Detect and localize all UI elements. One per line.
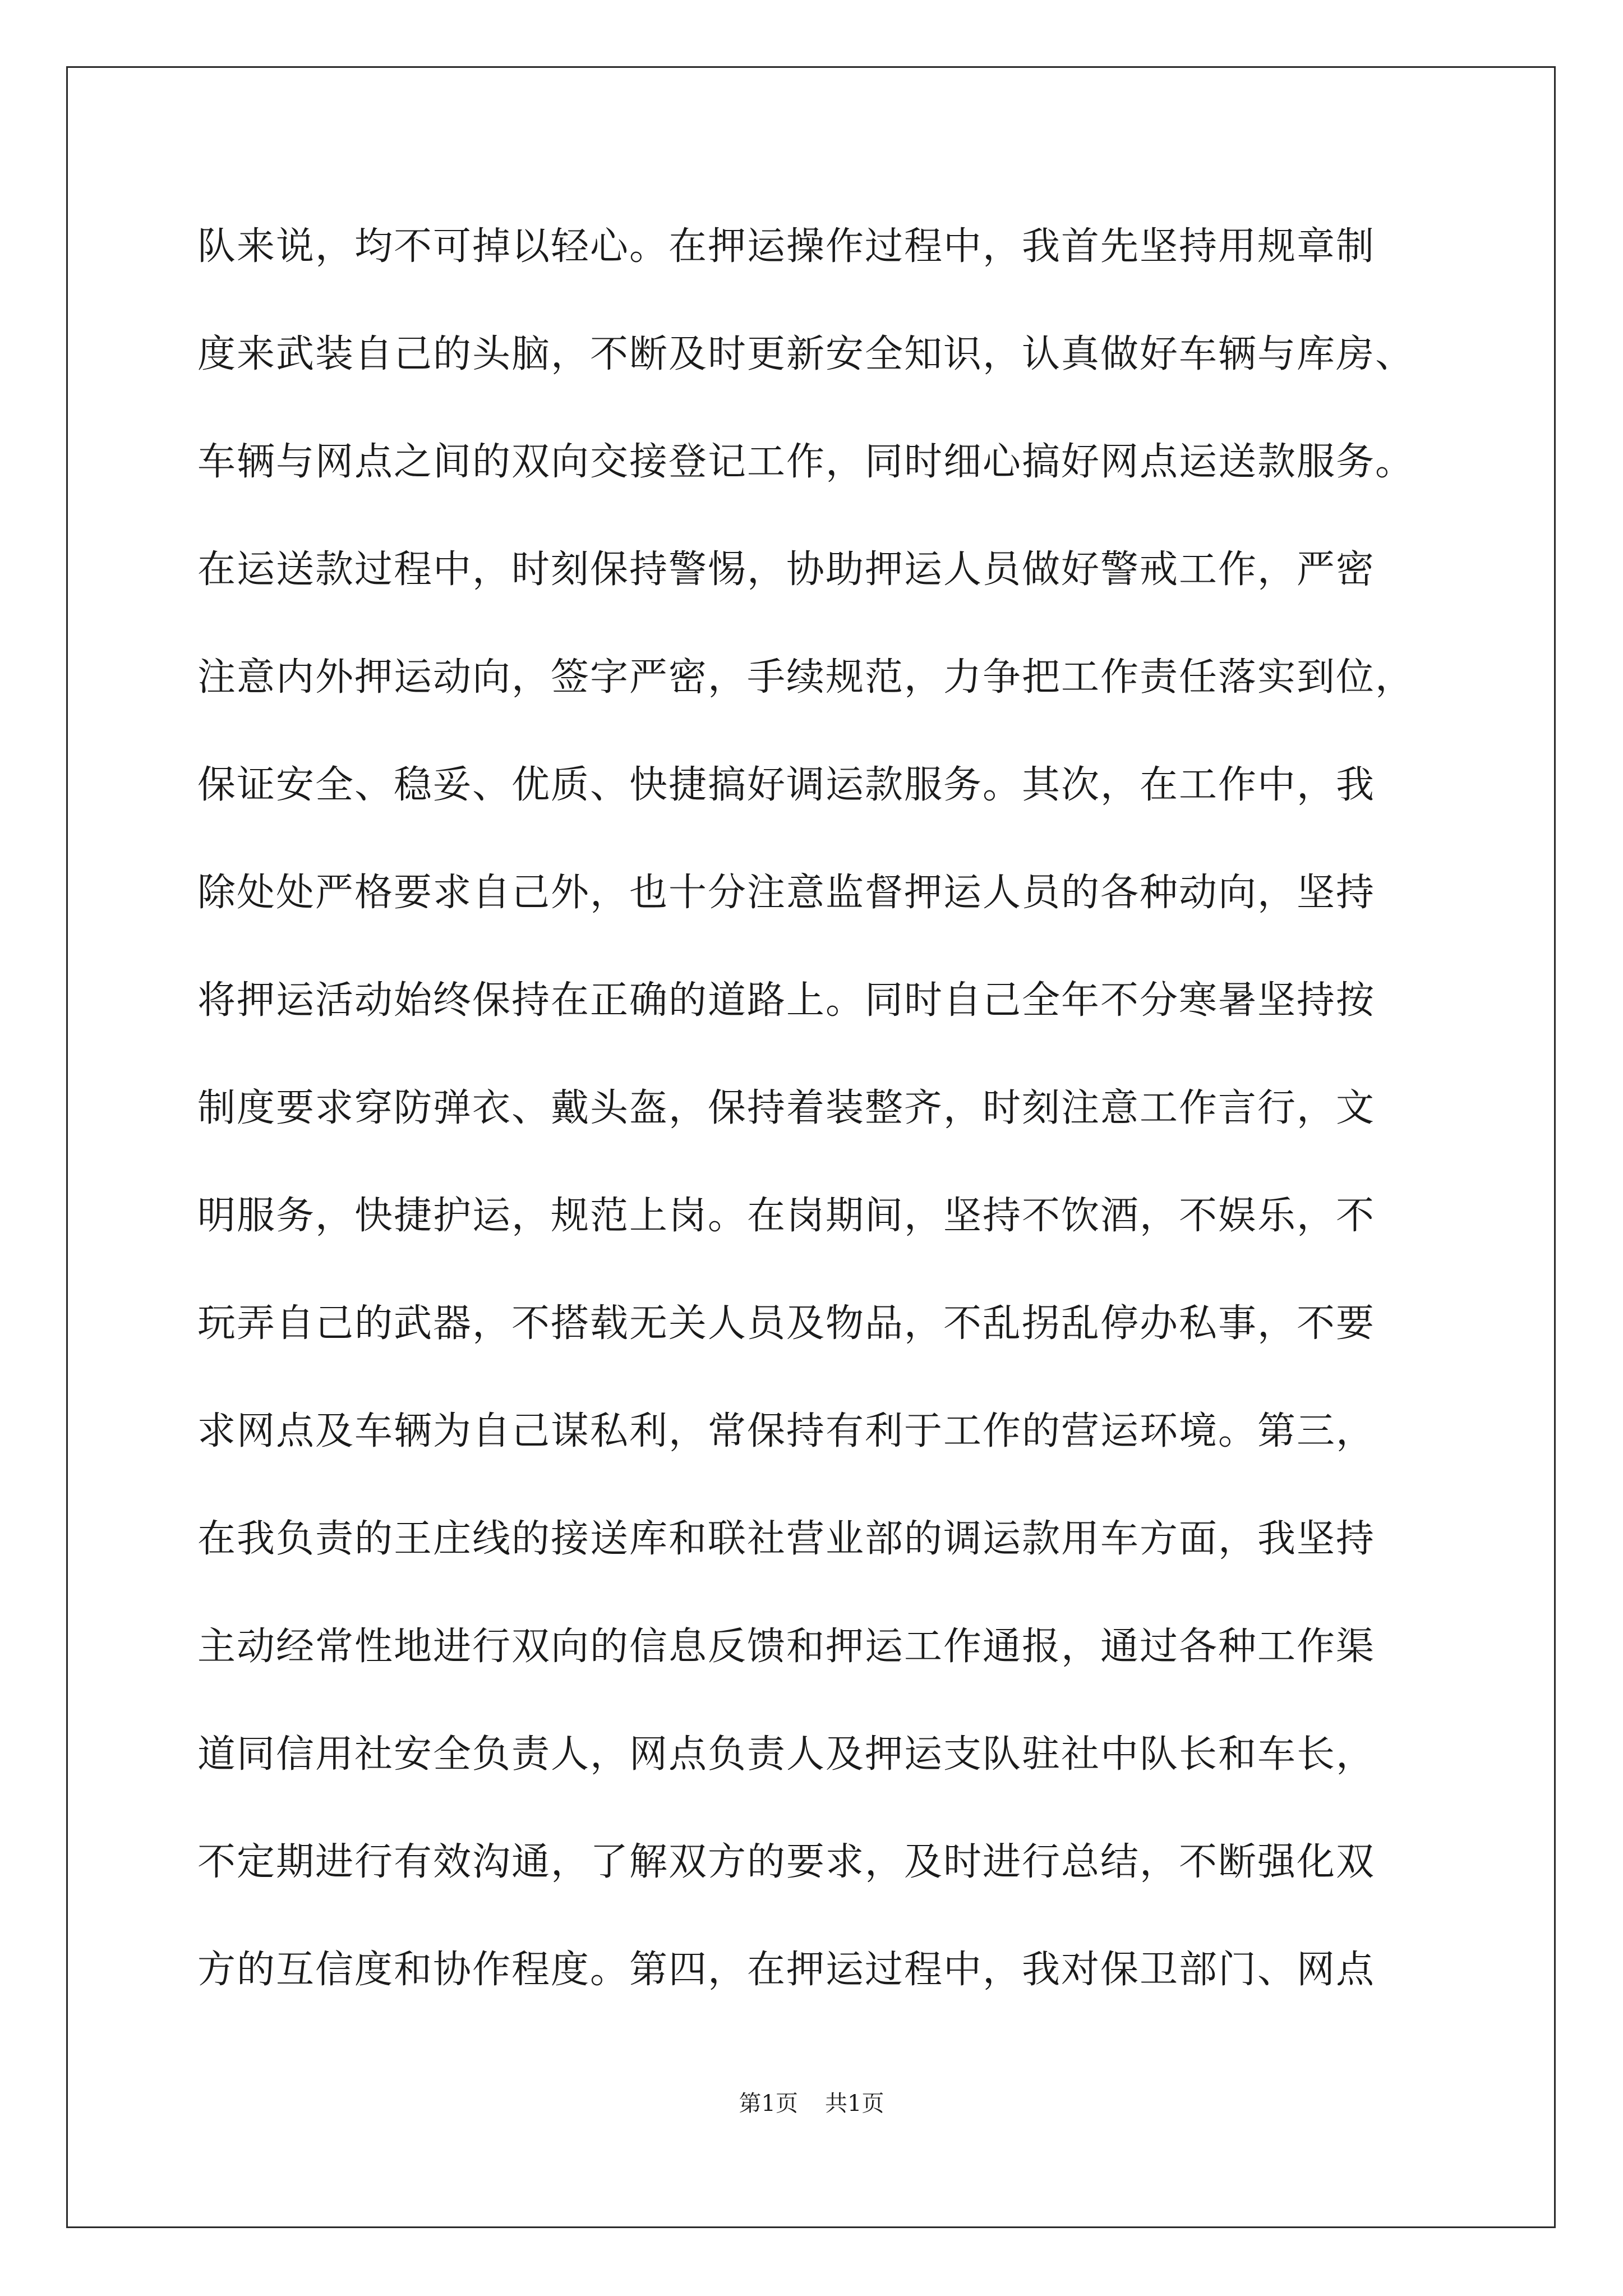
body-line: 制度要求穿防弹衣、戴头盔，保持着装整齐，时刻注意工作言行，文: [197, 1086, 1376, 1130]
body-line: 主动经常性地进行双向的信息反馈和押运工作通报，通过各种工作渠: [197, 1625, 1376, 1669]
page-number: 第1页: [739, 2091, 798, 2116]
page-footer: [0, 2088, 1623, 2119]
body-line: 求网点及车辆为自己谋私利，常保持有利于工作的营运环境。第三，: [197, 1409, 1376, 1453]
body-line: 将押运活动始终保持在正确的道路上。同时自己全年不分寒暑坚持按: [197, 978, 1376, 1023]
body-line: 队来说，均不可掉以轻心。在押运操作过程中，我首先坚持用规章制: [197, 224, 1376, 269]
document-body: [197, 216, 1454, 2047]
body-line: 方的互信度和协作程度。第四，在押运过程中，我对保卫部门、网点: [197, 1948, 1376, 1992]
body-line: 不定期进行有效沟通，了解双方的要求，及时进行总结，不断强化双: [197, 1840, 1376, 1884]
body-line: 在运送款过程中，时刻保持警惕，协助押运人员做好警戒工作，严密: [197, 547, 1376, 592]
body-line: 除处处严格要求自己外，也十分注意监督押运人员的各种动向，坚持: [197, 871, 1376, 915]
body-line: 保证安全、稳妥、优质、快捷搞好调运款服务。其次，在工作中，我: [197, 763, 1376, 807]
body-line: 道同信用社安全负责人，网点负责人及押运支队驻社中队长和车长，: [197, 1732, 1376, 1777]
page-total: 共1页: [825, 2091, 884, 2116]
body-line: 注意内外押运动向，签字严密，手续规范，力争把工作责任落实到位，: [197, 655, 1415, 700]
body-line: 玩弄自己的武器，不搭载无关人员及物品，不乱拐乱停办私事，不要: [197, 1301, 1376, 1346]
body-line: 明服务，快捷护运，规范上岗。在岗期间，坚持不饮酒，不娱乐，不: [197, 1194, 1376, 1238]
body-line: 在我负责的王庄线的接送库和联社营业部的调运款用车方面，我坚持: [197, 1517, 1376, 1561]
body-line: 度来武装自己的头脑，不断及时更新安全知识，认真做好车辆与库房、: [197, 332, 1415, 376]
body-line: 车辆与网点之间的双向交接登记工作，同时细心搞好网点运送款服务。: [197, 440, 1415, 484]
